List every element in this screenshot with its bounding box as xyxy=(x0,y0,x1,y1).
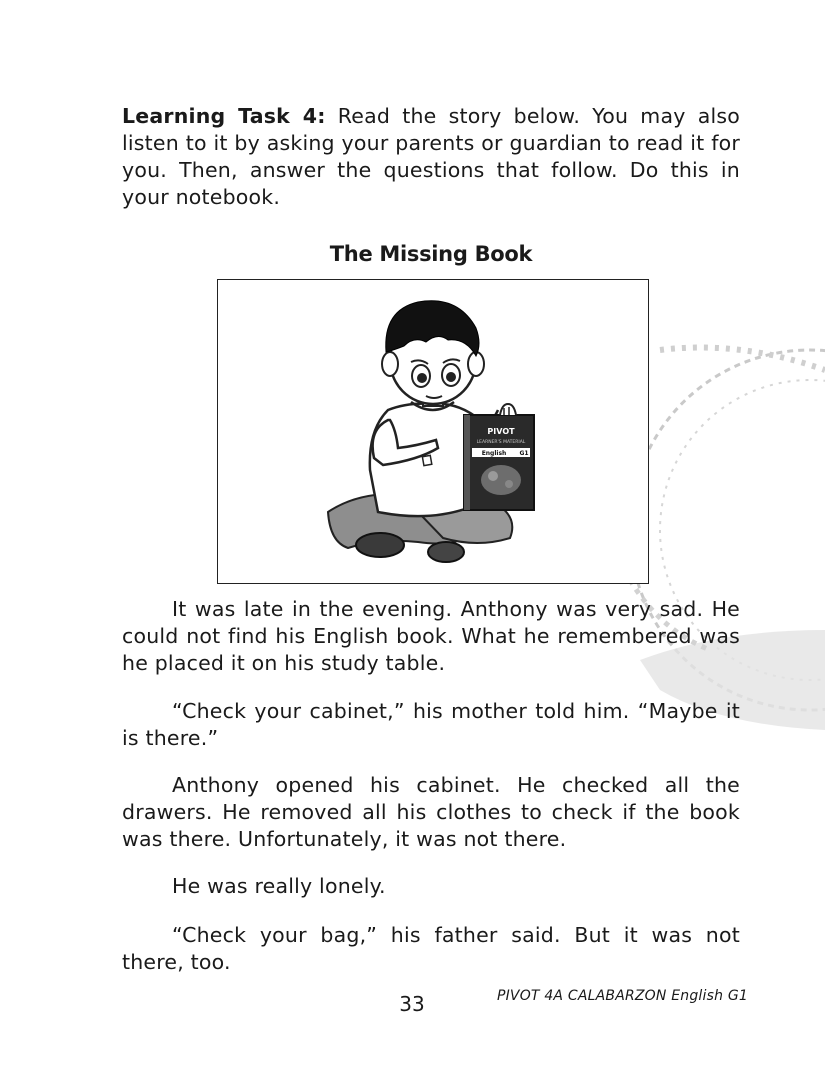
book-cover-subtitle: LEARNER'S MATERIAL xyxy=(476,440,526,445)
book-cover-subject: English xyxy=(481,450,507,457)
book-cover-grade: G1 xyxy=(519,450,529,457)
boy-holding-book-illustration xyxy=(218,280,648,583)
footer-credit: PIVOT 4A CALABARZON English G1 xyxy=(496,988,748,1004)
story-paragraph: It was late in the evening. Anthony was very sad. He could not find his English book. What he remembered was he placed it on his study table. xyxy=(122,597,740,675)
page-number: 33 xyxy=(399,992,425,1016)
book-cover-title: PIVOT xyxy=(487,427,515,436)
task-label: Learning Task 4: xyxy=(122,104,326,128)
story-paragraph: Anthony opened his cabinet. He checked all the drawers. He removed all his clothes to check if the book was there. Unfortunately, it was not there. xyxy=(122,773,740,851)
story-paragraph: “Check your cabinet,” his mother told him. “Maybe it is there.” xyxy=(122,699,740,750)
task-instruction-text: Read the story below. You may also listen to it by asking your parents or guardian to read it for you. Then, answer the questions that follow. Do this in your notebook. xyxy=(122,104,740,209)
story-title: The Missing Book xyxy=(329,242,533,266)
story-paragraph: He was really lonely. xyxy=(172,874,386,898)
story-illustration-frame xyxy=(217,279,649,584)
task-instructions xyxy=(122,103,740,211)
story-paragraph: “Check your bag,” his father said. But it was not there, too. xyxy=(122,923,740,974)
